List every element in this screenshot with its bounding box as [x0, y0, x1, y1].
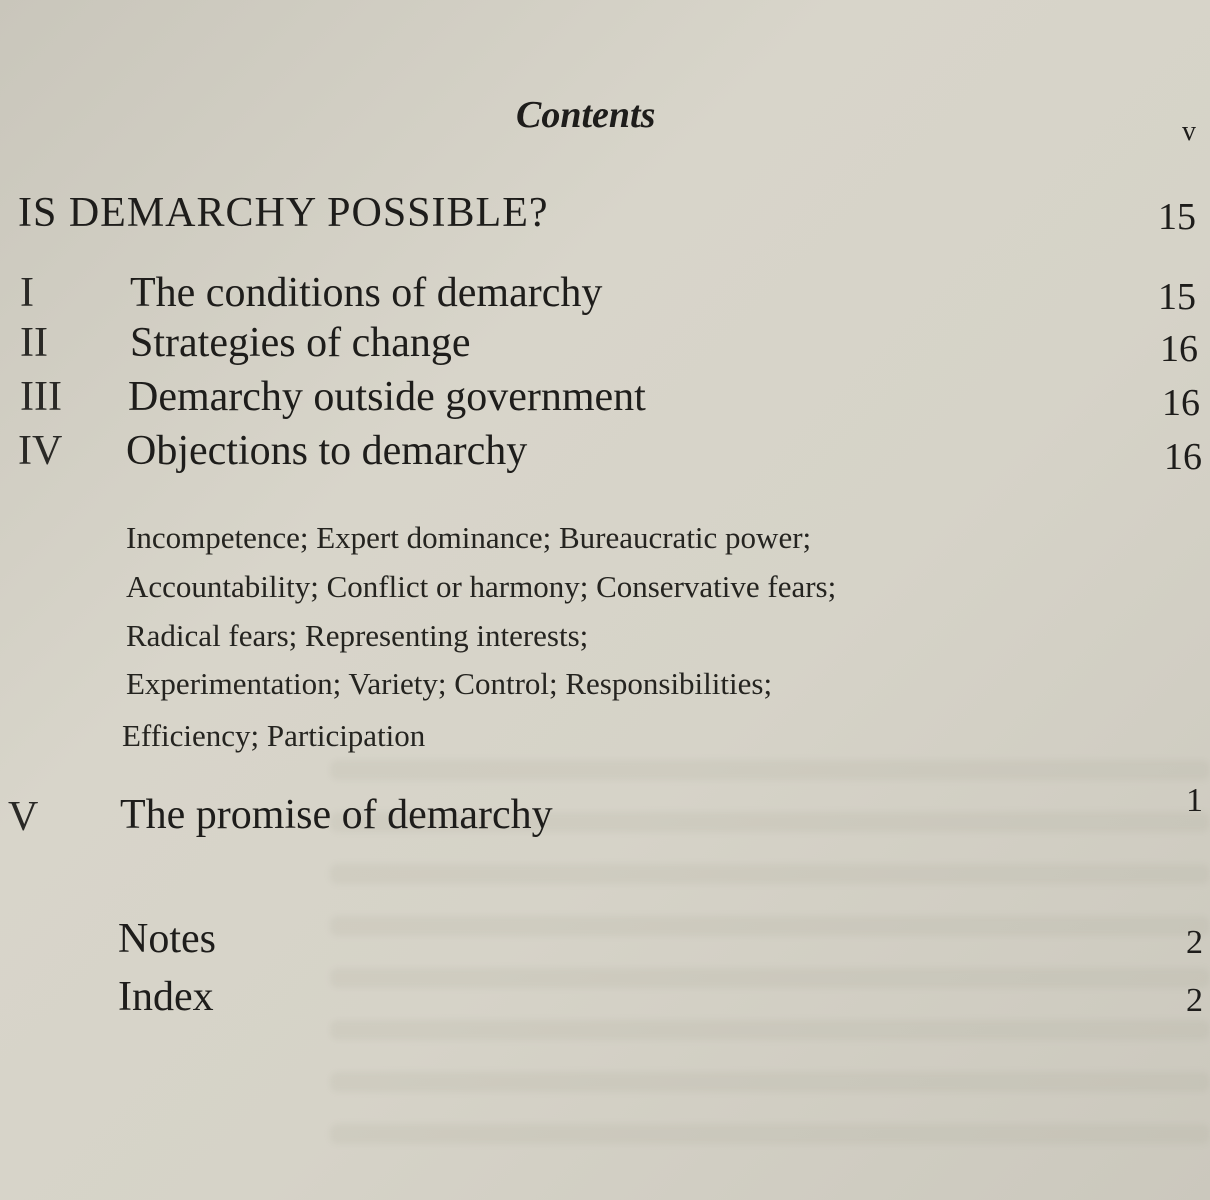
chapter-page-number: 15	[1158, 276, 1196, 318]
chapter-numeral: III	[20, 374, 62, 420]
chapter-page-number: 16	[1164, 436, 1202, 478]
chapter-page-number: 1	[1186, 782, 1203, 819]
part-page-number: 15	[1158, 196, 1196, 238]
subtopics-line: Radical fears; Representing interests;	[126, 618, 589, 653]
chapter-numeral: IV	[18, 428, 63, 474]
chapter-numeral: II	[20, 320, 48, 366]
chapter-title: The promise of demarchy	[120, 792, 553, 838]
bleed-through-line	[330, 760, 1210, 780]
bleed-through-line	[330, 1020, 1210, 1040]
running-header: Contents	[516, 94, 656, 136]
chapter-title: Strategies of change	[130, 320, 471, 366]
bleed-through-line	[330, 1072, 1210, 1092]
chapter-title: The conditions of demarchy	[130, 270, 603, 316]
running-page-number: v	[1182, 116, 1196, 147]
chapter-numeral: I	[20, 270, 34, 316]
chapter-title: Demarchy outside government	[128, 374, 646, 420]
index-page-number: 2	[1186, 982, 1203, 1019]
bleed-through-line	[330, 916, 1210, 936]
index-entry: Index	[118, 974, 214, 1020]
chapter-page-number: 16	[1162, 382, 1200, 424]
bleed-through-line	[330, 968, 1210, 988]
part-title: IS DEMARCHY POSSIBLE?	[18, 190, 549, 236]
bleed-through-line	[330, 864, 1210, 884]
subtopics-line: Incompetence; Expert dominance; Bureaucratic power;	[126, 520, 812, 555]
chapter-title: Objections to demarchy	[126, 428, 528, 474]
subtopics-line: Efficiency; Participation	[122, 718, 426, 753]
bleed-through-line	[330, 1124, 1210, 1144]
chapter-page-number: 16	[1160, 328, 1198, 370]
subtopics-line: Experimentation; Variety; Control; Responsibilities;	[126, 666, 773, 701]
subtopics-line: Accountability; Conflict or harmony; Conservative fears;	[126, 569, 837, 604]
notes-page-number: 2	[1186, 924, 1203, 961]
notes-entry: Notes	[118, 916, 216, 962]
chapter-numeral: V	[8, 794, 39, 840]
